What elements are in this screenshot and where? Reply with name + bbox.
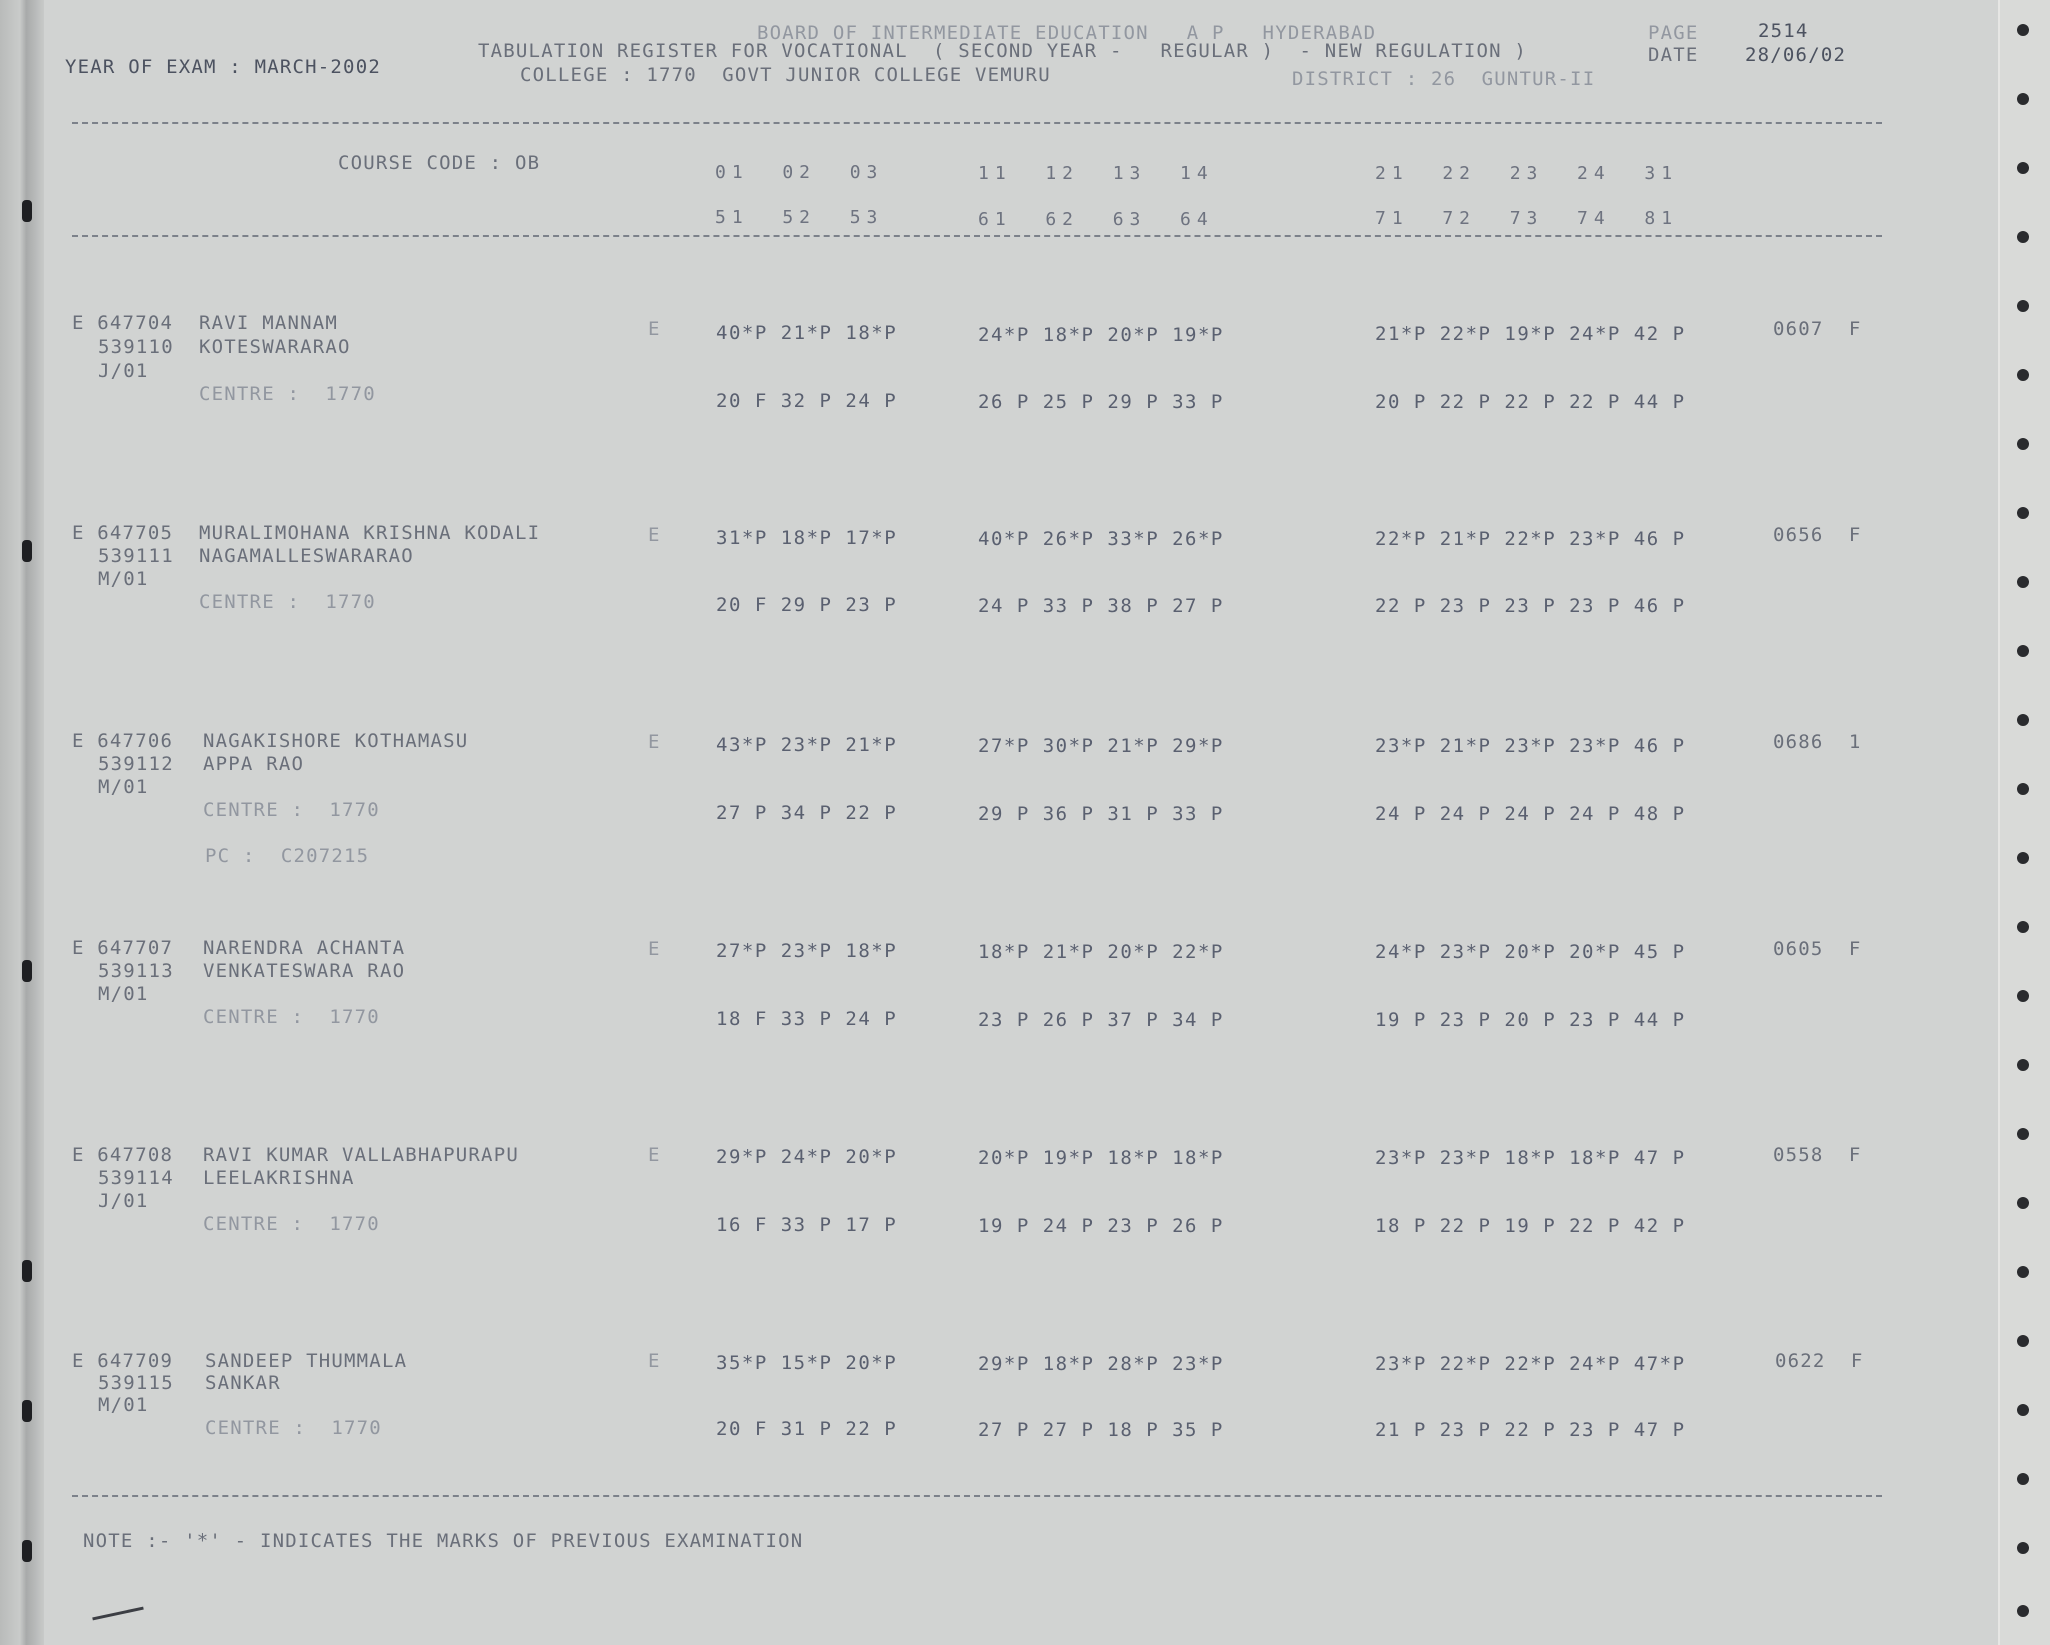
binding-hole <box>22 1540 32 1562</box>
marks-group-c: 23*P 23*P 18*P 18*P 47 P <box>1375 1147 1686 1169</box>
year-of-exam: YEAR OF EXAM : MARCH-2002 <box>65 56 381 78</box>
marks-group-c: 21*P 22*P 19*P 24*P 42 P <box>1375 323 1686 345</box>
binding-hole <box>22 1400 32 1422</box>
pc-number: PC : C207215 <box>205 845 370 867</box>
subject-codes-1a: 01 02 03 <box>715 162 884 183</box>
centre-code: CENTRE : 1770 <box>203 1006 380 1028</box>
medium: E <box>648 524 661 546</box>
district-name: DISTRICT : 26 GUNTUR-II <box>1292 68 1596 90</box>
register-title: TABULATION REGISTER FOR VOCATIONAL ( SECOND YEAR - REGULAR ) - NEW REGULATION ) <box>478 40 1528 62</box>
student-name: MURALIMOHANA KRISHNA KODALI <box>199 522 541 544</box>
centre-code: CENTRE : 1770 <box>199 591 376 613</box>
feed-hole <box>2017 369 2029 381</box>
feed-hole <box>2017 1542 2029 1554</box>
feed-hole <box>2017 1266 2029 1278</box>
father-name: NAGAMALLESWARARAO <box>199 545 414 567</box>
binding-edge <box>0 0 44 1645</box>
feed-hole <box>2017 852 2029 864</box>
marks-group-b2: 23 P 26 P 37 P 34 P <box>978 1009 1224 1031</box>
student-serial: 539111 <box>98 545 174 567</box>
college-name: COLLEGE : 1770 GOVT JUNIOR COLLEGE VEMURU <box>520 64 1051 86</box>
medium: E <box>648 1144 661 1166</box>
subject-codes-1c: 21 22 23 24 31 <box>1375 163 1679 184</box>
student-serial: 539112 <box>98 753 174 775</box>
marks-group-b: 27*P 30*P 21*P 29*P <box>978 735 1224 757</box>
divider <box>72 235 1882 237</box>
student-serial: 539113 <box>98 960 174 982</box>
binding-hole <box>22 540 32 562</box>
feed-hole <box>2017 93 2029 105</box>
student-name: RAVI MANNAM <box>199 312 339 334</box>
date-label: DATE <box>1648 44 1699 66</box>
feed-hole <box>2017 438 2029 450</box>
father-name: KOTESWARARAO <box>199 336 351 358</box>
student-serial: 539115 <box>98 1372 174 1394</box>
binding-hole <box>22 1260 32 1282</box>
marks-group-a: 27*P 23*P 18*P <box>716 940 898 962</box>
marks-group-a2: 20 F 29 P 23 P <box>716 594 898 616</box>
marks-group-b: 24*P 18*P 20*P 19*P <box>978 324 1224 346</box>
marks-group-a2: 18 F 33 P 24 P <box>716 1008 898 1030</box>
feed-hole <box>2017 1473 2029 1485</box>
centre-code: CENTRE : 1770 <box>203 1213 380 1235</box>
feed-hole <box>2017 231 2029 243</box>
group-code: M/01 <box>98 568 149 590</box>
marks-group-c: 23*P 21*P 23*P 23*P 46 P <box>1375 735 1686 757</box>
subject-codes-2c: 71 72 73 74 81 <box>1375 208 1679 229</box>
hall-ticket: E 647704 <box>72 312 174 334</box>
marks-group-b2: 24 P 33 P 38 P 27 P <box>978 595 1224 617</box>
footnote: NOTE :- '*' - INDICATES THE MARKS OF PREVIOUS EXAMINATION <box>83 1530 804 1552</box>
feed-hole <box>2017 1197 2029 1209</box>
marks-group-a: 29*P 24*P 20*P <box>716 1146 898 1168</box>
hall-ticket: E 647705 <box>72 522 174 544</box>
feed-hole <box>2017 24 2029 36</box>
subject-codes-2b: 61 62 63 64 <box>978 209 1214 230</box>
subject-codes-2a: 51 52 53 <box>715 207 884 228</box>
total-result: 0605 F <box>1773 938 1862 960</box>
subject-codes-1b: 11 12 13 14 <box>978 163 1214 184</box>
page-label: PAGE <box>1648 22 1699 44</box>
student-name: NAGAKISHORE KOTHAMASU <box>203 730 469 752</box>
marks-group-a: 43*P 23*P 21*P <box>716 734 898 756</box>
marks-group-a2: 27 P 34 P 22 P <box>716 802 898 824</box>
marks-group-a2: 20 F 32 P 24 P <box>716 390 898 412</box>
feed-hole <box>2017 1335 2029 1347</box>
student-name: SANDEEP THUMMALA <box>205 1350 408 1372</box>
hall-ticket: E 647708 <box>72 1144 174 1166</box>
centre-code: CENTRE : 1770 <box>203 799 380 821</box>
report-date: 28/06/02 <box>1745 44 1847 66</box>
binding-hole <box>22 960 32 982</box>
binding-hole <box>22 200 32 222</box>
page-number: 2514 <box>1758 20 1809 42</box>
marks-group-c2: 18 P 22 P 19 P 22 P 42 P <box>1375 1215 1686 1237</box>
centre-code: CENTRE : 1770 <box>205 1417 382 1439</box>
marks-group-c2: 20 P 22 P 22 P 22 P 44 P <box>1375 391 1686 413</box>
feed-hole <box>2017 507 2029 519</box>
student-name: NARENDRA ACHANTA <box>203 937 406 959</box>
medium: E <box>648 731 661 753</box>
father-name: SANKAR <box>205 1372 281 1394</box>
total-result: 0656 F <box>1773 524 1862 546</box>
marks-group-a2: 20 F 31 P 22 P <box>716 1418 898 1440</box>
student-serial: 539110 <box>98 336 174 358</box>
marks-group-a: 40*P 21*P 18*P <box>716 322 898 344</box>
group-code: M/01 <box>98 776 149 798</box>
hall-ticket: E 647709 <box>72 1350 174 1372</box>
centre-code: CENTRE : 1770 <box>199 383 376 405</box>
medium: E <box>648 318 661 340</box>
marks-group-b: 20*P 19*P 18*P 18*P <box>978 1147 1224 1169</box>
hall-ticket: E 647707 <box>72 937 174 959</box>
marks-group-c2: 19 P 23 P 20 P 23 P 44 P <box>1375 1009 1686 1031</box>
feed-hole <box>2017 162 2029 174</box>
marks-group-b2: 26 P 25 P 29 P 33 P <box>978 391 1224 413</box>
feed-hole <box>2017 1128 2029 1140</box>
marks-group-b2: 27 P 27 P 18 P 35 P <box>978 1419 1224 1441</box>
marks-group-b2: 19 P 24 P 23 P 26 P <box>978 1215 1224 1237</box>
hall-ticket: E 647706 <box>72 730 174 752</box>
student-name: RAVI KUMAR VALLABHAPURAPU <box>203 1144 519 1166</box>
feed-hole <box>2017 645 2029 657</box>
course-code: COURSE CODE : OB <box>338 152 541 174</box>
medium: E <box>648 938 661 960</box>
marks-group-c2: 24 P 24 P 24 P 24 P 48 P <box>1375 803 1686 825</box>
marks-group-b: 40*P 26*P 33*P 26*P <box>978 528 1224 550</box>
group-code: M/01 <box>98 1394 149 1416</box>
marks-group-c: 22*P 21*P 22*P 23*P 46 P <box>1375 528 1686 550</box>
total-result: 0622 F <box>1775 1350 1864 1372</box>
total-result: 0607 F <box>1773 318 1862 340</box>
feed-hole <box>2017 1605 2029 1617</box>
medium: E <box>648 1350 661 1372</box>
marks-group-c: 24*P 23*P 20*P 20*P 45 P <box>1375 941 1686 963</box>
total-result: 0686 1 <box>1773 731 1862 753</box>
marks-group-a: 35*P 15*P 20*P <box>716 1352 898 1374</box>
feed-hole <box>2017 783 2029 795</box>
feed-hole <box>2017 300 2029 312</box>
student-serial: 539114 <box>98 1167 174 1189</box>
divider <box>72 1495 1882 1497</box>
marks-group-b: 18*P 21*P 20*P 22*P <box>978 941 1224 963</box>
marks-group-b: 29*P 18*P 28*P 23*P <box>978 1353 1224 1375</box>
board-title: BOARD OF INTERMEDIATE EDUCATION A P HYDERABAD <box>757 22 1377 44</box>
feed-hole <box>2017 990 2029 1002</box>
father-name: APPA RAO <box>203 753 305 775</box>
tractor-feed-edge <box>1998 0 2050 1645</box>
feed-hole <box>2017 1404 2029 1416</box>
marks-group-c: 23*P 22*P 22*P 24*P 47*P <box>1375 1353 1686 1375</box>
marks-group-a2: 16 F 33 P 17 P <box>716 1214 898 1236</box>
feed-hole <box>2017 576 2029 588</box>
marks-group-b2: 29 P 36 P 31 P 33 P <box>978 803 1224 825</box>
group-code: M/01 <box>98 983 149 1005</box>
father-name: LEELAKRISHNA <box>203 1167 355 1189</box>
feed-hole <box>2017 921 2029 933</box>
feed-hole <box>2017 714 2029 726</box>
marks-group-c2: 21 P 23 P 22 P 23 P 47 P <box>1375 1419 1686 1441</box>
marks-group-a: 31*P 18*P 17*P <box>716 527 898 549</box>
group-code: J/01 <box>98 1190 149 1212</box>
marks-group-c2: 22 P 23 P 23 P 23 P 46 P <box>1375 595 1686 617</box>
group-code: J/01 <box>98 360 149 382</box>
total-result: 0558 F <box>1773 1144 1862 1166</box>
father-name: VENKATESWARA RAO <box>203 960 406 982</box>
feed-hole <box>2017 1059 2029 1071</box>
divider <box>72 122 1882 124</box>
